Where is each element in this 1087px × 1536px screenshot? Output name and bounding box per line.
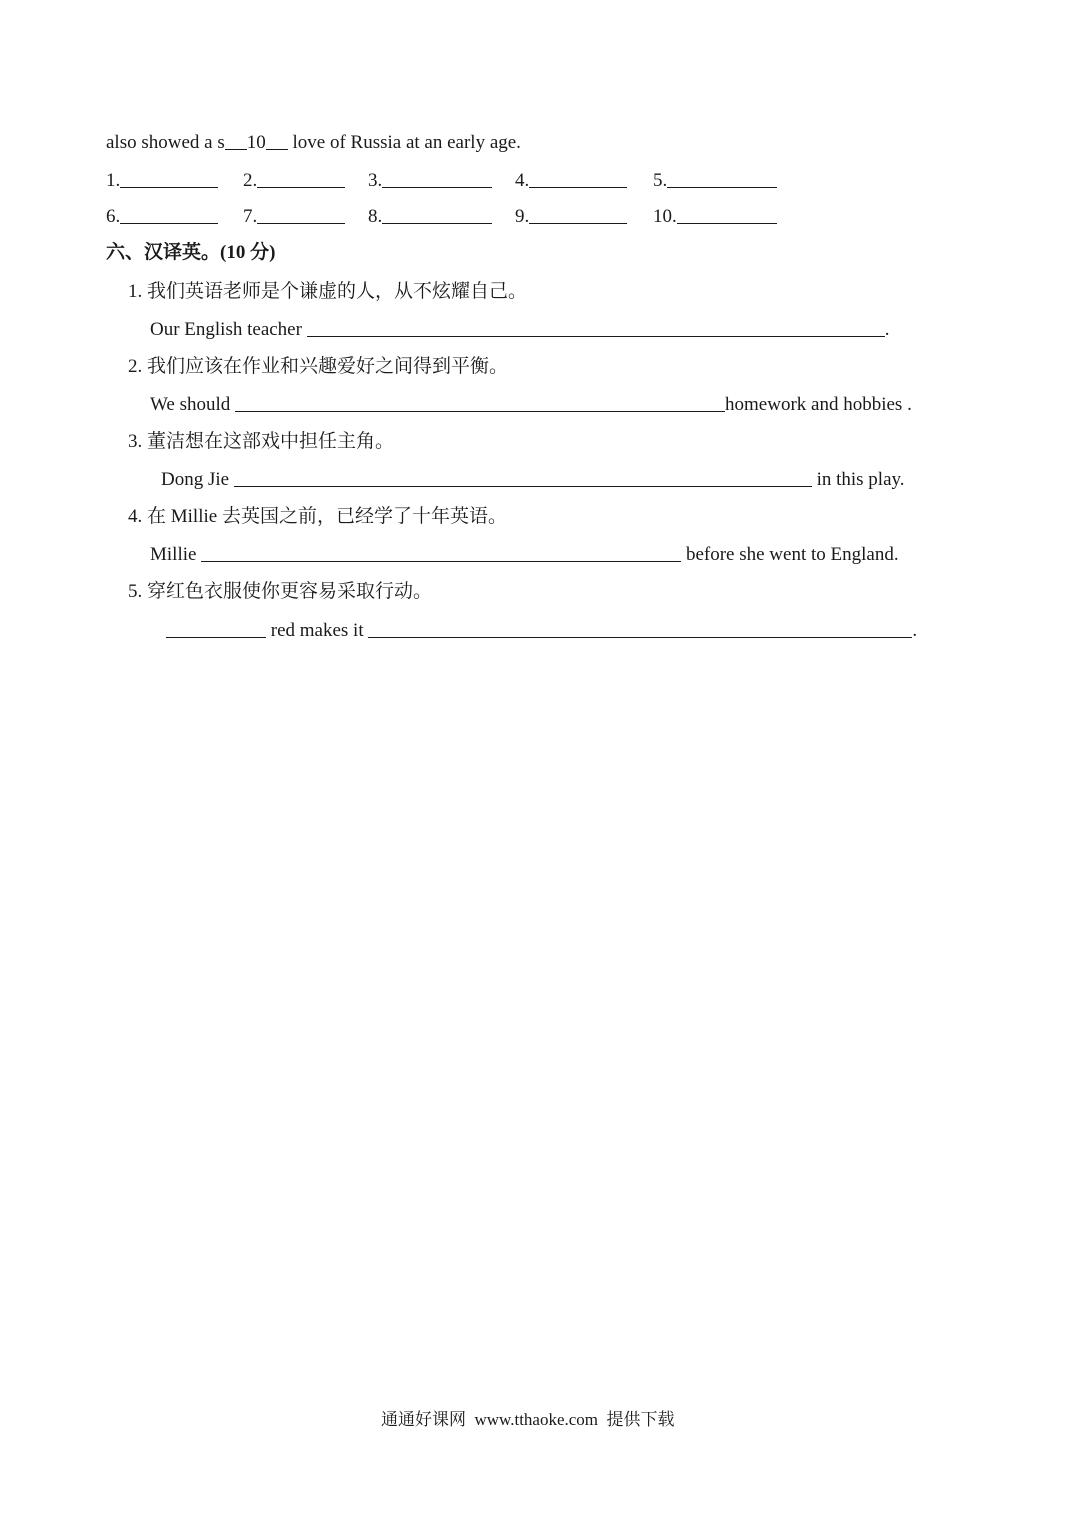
answer-middle: red makes it [266,620,364,641]
answer-suffix: before she went to England. [681,544,899,565]
answer-blank-3[interactable] [368,171,492,190]
answer-blank-label: 3. [368,170,383,191]
passage-blank-underline [225,148,247,150]
answer-blank-2[interactable] [243,171,345,190]
question-chinese: 我们英语老师是个谦虚的人，从不炫耀自己。 [147,281,528,302]
passage-tail-line [106,133,521,152]
answer-suffix: in this play. [811,469,905,490]
question-1-prompt [128,282,527,301]
question-5-answer-line[interactable] [166,621,917,640]
answer-blank-4[interactable] [515,171,627,190]
section-title: 六、汉译英。 [106,242,221,263]
question-2-answer-line[interactable] [150,395,912,414]
question-chinese: 董洁想在这部戏中担任主角。 [147,431,395,452]
question-2-prompt [128,357,508,376]
passage-blank-underline [266,148,288,150]
question-3-prompt [128,432,394,451]
answer-suffix: homework and hobbies . [725,394,912,415]
question-chinese: 穿红色衣服使你更容易采取行动。 [147,581,433,602]
answer-blank-label: 4. [515,170,530,191]
answer-blank-label: 2. [243,170,258,191]
question-chinese: 在 Millie 去英国之前，已经学了十年英语。 [147,506,507,527]
question-number: 3. [128,431,143,452]
answer-blank-9[interactable] [515,207,627,226]
answer-blank-line [257,222,345,224]
translation-blank [201,560,681,562]
section-points: (10 分) [220,242,276,263]
question-4-answer-line[interactable] [150,545,899,564]
translation-blank [234,485,812,487]
passage-blank-number: 10 [246,132,266,153]
question-4-prompt [128,507,507,526]
answer-blank-label: 6. [106,206,121,227]
answer-blank-label: 10. [653,206,677,227]
answer-prefix: Our English teacher [150,319,302,340]
section-heading [106,243,275,262]
answer-blank-label: 9. [515,206,530,227]
passage-tail-prefix: also showed a s [106,132,225,153]
question-number: 2. [128,356,143,377]
question-5-prompt [128,582,432,601]
question-chinese: 我们应该在作业和兴趣爱好之间得到平衡。 [147,356,509,377]
answer-blank-line [529,222,627,224]
answer-blank-8[interactable] [368,207,492,226]
translation-blank [235,410,725,412]
answer-blank-6[interactable] [106,207,218,226]
answer-blank-line [120,222,218,224]
answer-blank-line [382,222,492,224]
question-number: 4. [128,506,143,527]
answer-blank-line [529,186,627,188]
answer-blank-label: 1. [106,170,121,191]
answer-blank-label: 7. [243,206,258,227]
answer-blank-line [667,186,777,188]
translation-blank-lead [166,636,266,638]
question-number: 1. [128,281,143,302]
answer-blank-5[interactable] [653,171,777,190]
question-3-answer-line[interactable] [161,470,905,489]
answer-blank-line [120,186,218,188]
answer-prefix: Dong Jie [161,469,230,490]
answer-blank-10[interactable] [653,207,777,226]
question-number: 5. [128,581,143,602]
answer-suffix: . [912,620,918,641]
answer-blank-line [382,186,492,188]
translation-blank [307,335,885,337]
answer-suffix: . [884,319,890,340]
answer-blank-7[interactable] [243,207,345,226]
answer-blank-line [257,186,345,188]
passage-tail-suffix: love of Russia at an early age. [287,132,521,153]
answer-blank-label: 8. [368,206,383,227]
answer-blank-line [677,222,777,224]
footer-source: 通通好课网 www.tthaoke.com 提供下载 [381,1410,675,1429]
answer-prefix: Millie [150,544,197,565]
translation-blank [368,636,912,638]
answer-prefix: We should [150,394,231,415]
answer-blank-label: 5. [653,170,668,191]
answer-blank-1[interactable] [106,171,218,190]
question-1-answer-line[interactable] [150,320,889,339]
